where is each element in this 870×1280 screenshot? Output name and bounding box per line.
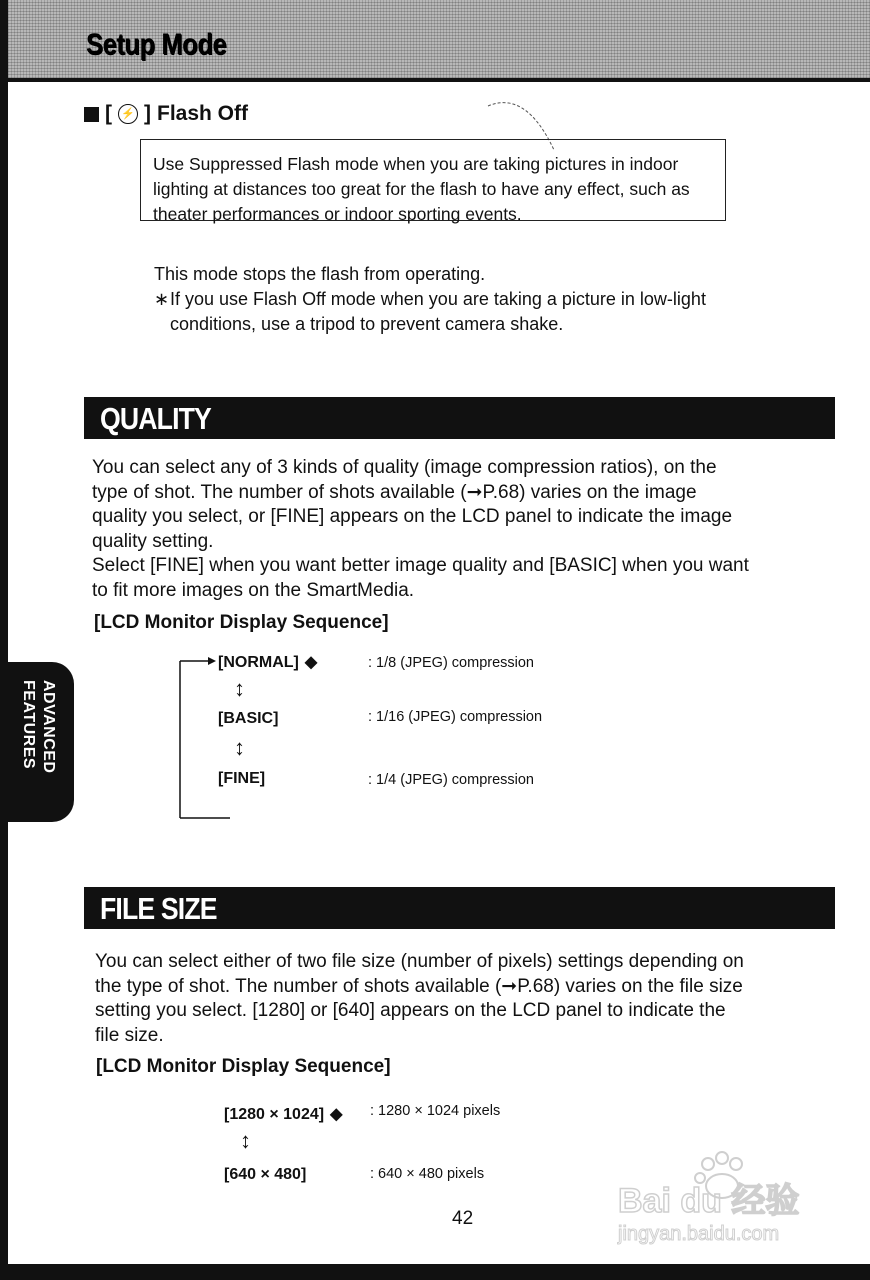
quality-line: to fit more images on the SmartMedia. bbox=[92, 579, 415, 601]
side-tab-line: FEATURES bbox=[20, 680, 37, 770]
quality-section-bar bbox=[84, 397, 835, 439]
seq-desc: : 1/4 (JPEG) compression bbox=[368, 772, 534, 788]
seq-desc: : 1280 × 1024 pixels bbox=[370, 1103, 501, 1119]
flash-off-heading-text: Flash Off bbox=[157, 102, 249, 125]
quality-line: You can select any of 3 kinds of quality (image compression ratios), on the bbox=[92, 457, 717, 478]
file-size-title: FILE SIZE bbox=[100, 891, 217, 926]
seq-label: [1280 × 1024] bbox=[224, 1106, 325, 1123]
page-border-left bbox=[0, 0, 8, 1280]
square-bullet-icon bbox=[84, 107, 99, 122]
up-down-arrow-icon: ↕ bbox=[234, 735, 245, 760]
box-line: lighting at distances too great for the flash to have any effect, such as bbox=[153, 179, 690, 199]
seq-desc: : 1/8 (JPEG) compression bbox=[368, 655, 534, 671]
up-down-arrow-icon: ↕ bbox=[240, 1128, 251, 1153]
seq-desc: : 640 × 480 pixels bbox=[370, 1166, 485, 1182]
default-diamond-icon: ◆ bbox=[330, 1106, 343, 1123]
watermark-brand: Bai du 经验 bbox=[618, 1182, 800, 1220]
quality-line: quality setting. bbox=[92, 530, 214, 552]
file-size-1280-item bbox=[224, 1104, 342, 1124]
seq-label: [FINE] bbox=[218, 770, 266, 787]
note-line: conditions, use a tripod to prevent camera shake. bbox=[170, 314, 564, 334]
file-size-640-item bbox=[224, 1166, 306, 1184]
file-size-sequence-subhead: [LCD Monitor Display Sequence] bbox=[96, 1056, 391, 1077]
flash-off-body bbox=[154, 262, 794, 337]
side-tab-line: ADVANCED bbox=[40, 680, 57, 774]
quality-line: type of shot. The number of shots available (➞P.68) varies on the image bbox=[92, 481, 697, 503]
seq-label: [BASIC] bbox=[218, 710, 279, 727]
quality-line: Select [FINE] when you want better image quality and [BASIC] when you want bbox=[92, 555, 749, 576]
seq-label: [NORMAL] bbox=[218, 654, 299, 671]
file-size-line: file size. bbox=[95, 1024, 164, 1046]
baidu-paw-icon bbox=[616, 1150, 836, 1250]
seq-desc: : 1/16 (JPEG) compression bbox=[368, 709, 543, 725]
header-band bbox=[8, 0, 870, 82]
watermark-url: jingyan.baidu.com bbox=[618, 1223, 780, 1245]
quality-description bbox=[92, 456, 832, 603]
side-tab-text bbox=[18, 680, 58, 804]
baidu-watermark bbox=[616, 1150, 836, 1250]
default-diamond-icon: ◆ bbox=[304, 654, 318, 671]
quality-fine-item bbox=[218, 770, 265, 788]
flash-off-icon: ⚡ bbox=[118, 104, 138, 124]
bracket-close: ] bbox=[144, 102, 151, 125]
quality-title: QUALITY bbox=[100, 401, 211, 436]
up-down-arrow-icon: ↕ bbox=[234, 676, 245, 701]
box-line: Use Suppressed Flash mode when you are taking pictures in indoor bbox=[153, 154, 679, 174]
file-size-line: setting you select. [1280] or [640] appears on the LCD panel to indicate the bbox=[95, 1000, 726, 1021]
quality-line: quality you select, or [FINE] appears on the LCD panel to indicate the image bbox=[92, 506, 733, 527]
page-number: 42 bbox=[452, 1208, 474, 1229]
box-line: theater performances or indoor sporting events. bbox=[153, 204, 522, 224]
quality-cycle-lines bbox=[170, 650, 230, 825]
quality-basic-item bbox=[218, 710, 278, 728]
file-size-line: You can select either of two file size (number of pixels) settings depending on bbox=[95, 951, 744, 972]
file-size-section-bar bbox=[84, 887, 835, 929]
bracket-open: [ bbox=[105, 102, 112, 125]
file-size-description bbox=[95, 950, 835, 1048]
flash-off-body-line: This mode stops the flash from operating. bbox=[154, 264, 486, 284]
flash-off-description-box bbox=[140, 139, 726, 224]
advanced-features-tab bbox=[0, 662, 74, 822]
page-title: Setup Mode bbox=[86, 28, 227, 61]
asterisk-icon: ∗ bbox=[154, 289, 170, 309]
page-border-bottom bbox=[0, 1264, 870, 1280]
quality-normal-item bbox=[218, 652, 317, 672]
flash-off-heading bbox=[84, 102, 248, 126]
flash-off-note bbox=[154, 287, 794, 337]
quality-sequence-subhead: [LCD Monitor Display Sequence] bbox=[94, 612, 389, 633]
seq-label: [640 × 480] bbox=[224, 1166, 307, 1183]
note-line: If you use Flash Off mode when you are taking a picture in low-light bbox=[170, 289, 706, 309]
file-size-line: the type of shot. The number of shots available (➞P.68) varies on the file size bbox=[95, 975, 743, 997]
